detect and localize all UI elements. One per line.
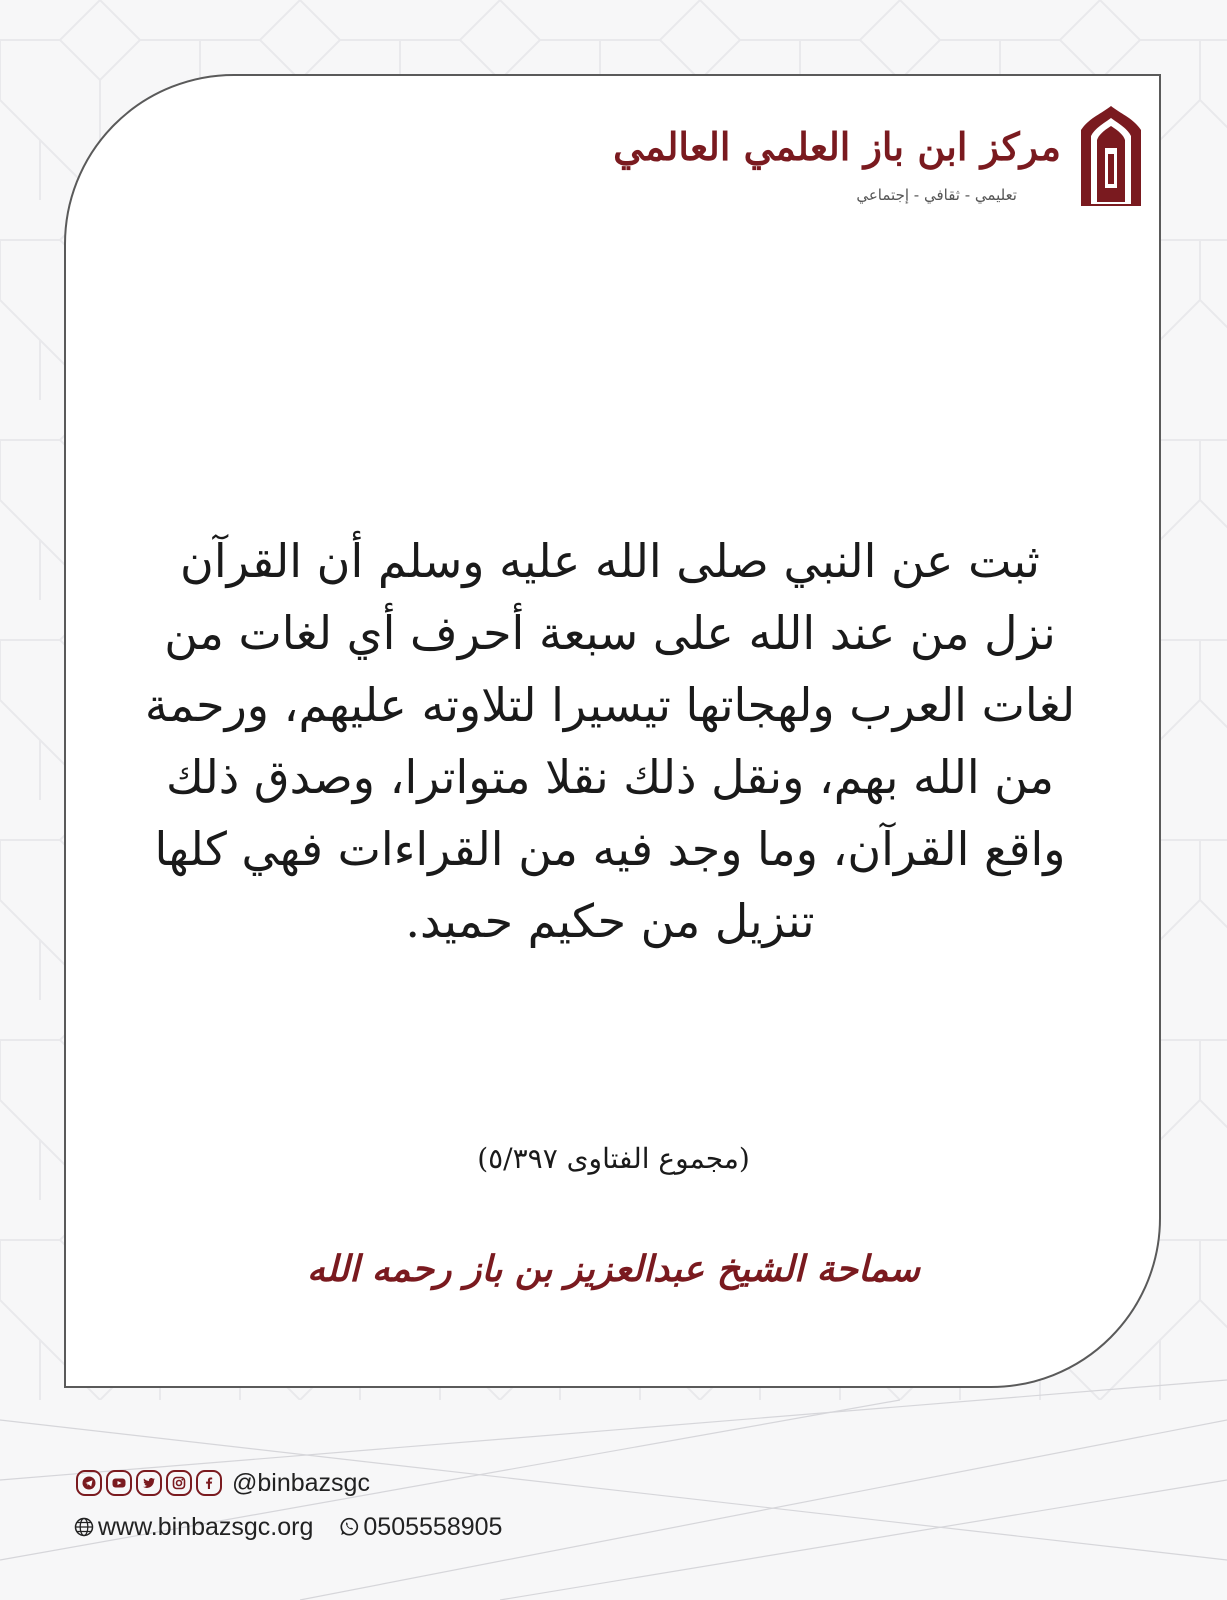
website-link[interactable]: www.binbazsgc.org: [98, 1512, 314, 1541]
logo-subtitle: تعليمي - ثقافي - إجتماعي: [856, 186, 1017, 204]
telegram-icon[interactable]: [76, 1470, 102, 1496]
signature-calligraphy: سماحة الشيخ عبدالعزيز بن باز رحمه الله: [307, 1248, 920, 1290]
mosque-window-icon: [1075, 104, 1147, 208]
logo-title: مركز ابن باز العلمي العالمي: [613, 124, 1061, 169]
youtube-icon[interactable]: [106, 1470, 132, 1496]
social-handle[interactable]: @binbazsgc: [232, 1468, 370, 1497]
phone-number[interactable]: 0505558905: [363, 1512, 503, 1541]
globe-icon: [74, 1517, 94, 1537]
contact-info: [74, 1512, 502, 1542]
citation: (مجموع الفتاوى ٥/٣٩٧): [477, 1142, 750, 1175]
whatsapp-icon: [339, 1517, 359, 1537]
facebook-icon[interactable]: [196, 1470, 222, 1496]
logo: [613, 104, 1147, 214]
social-links: [76, 1468, 370, 1498]
quote-body: ثبت عن النبي صلى الله عليه وسلم أن القرآن نزل من عند الله على سبعة أحرف أي لغات من لغات العرب ولهجاتها تيسيرا لتلاوته عليهم، ورحمة من الله بهم، ونقل ذلك نقلا متواترا، وصدق ذلك واقع القرآن، وما وجد فيه من القراءات فهي كلها تنزيل من حكيم حميد.: [144, 534, 1076, 948]
instagram-icon[interactable]: [166, 1470, 192, 1496]
twitter-icon[interactable]: [136, 1470, 162, 1496]
